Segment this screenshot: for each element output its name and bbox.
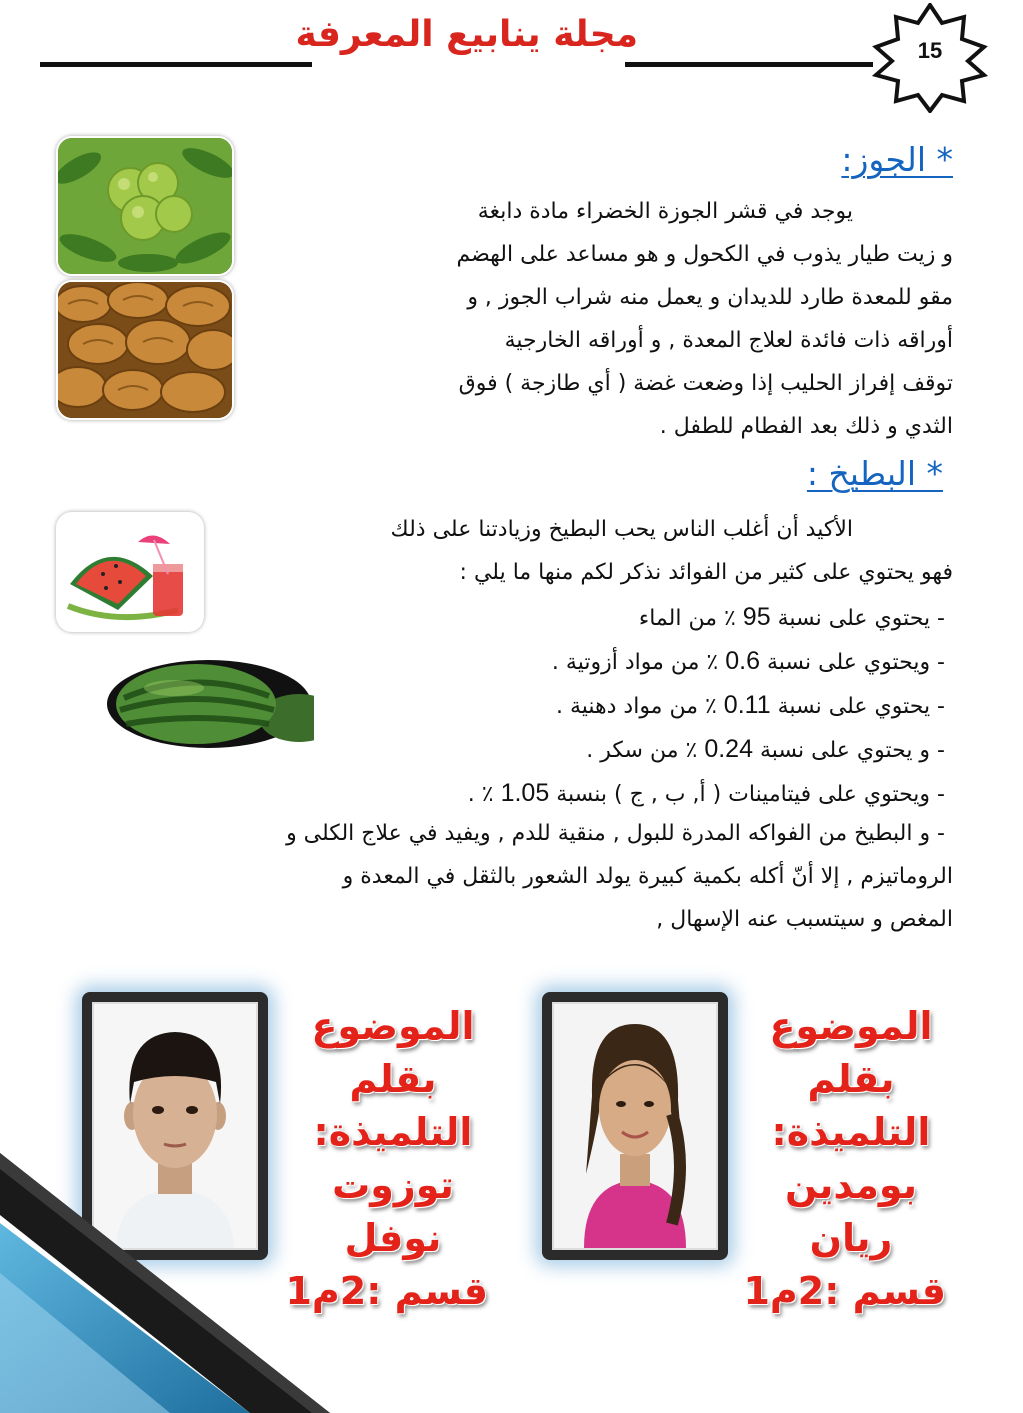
walnut-line: توقف إفراز الحليب إذا وضعت غضة ( أي طازجة ) فوق bbox=[458, 371, 953, 396]
walnut-line: أوراقه ذات فائدة لعلاج المعدة , و أوراقه الخارجية bbox=[504, 328, 953, 353]
watermelon-fact: - ويحتوي على فيتامينات ( أ, ب , ج ) بنسبة 1.05 ٪ . bbox=[467, 779, 945, 807]
watermelon-intro-line: فهو يحتوي على كثير من الفوائد نذكر لكم منها ما يلي : bbox=[459, 560, 953, 585]
walnut-line: يوجد في قشر الجوزة الخضراء مادة دابغة bbox=[477, 199, 853, 224]
green-walnuts-image bbox=[56, 136, 234, 276]
watermelon-fact: - ويحتوي على نسبة 0.6 ٪ من مواد أزوتية . bbox=[551, 647, 945, 675]
watermelon-juice-image bbox=[56, 512, 204, 632]
watermelon-closing-line: - و البطيخ من الفواكه المدرة للبول , منقية للدم , ويفيد في علاج الكلى و bbox=[286, 821, 945, 846]
whole-watermelon-image bbox=[104, 658, 314, 750]
walnut-line: الثدي و ذلك بعد الفطام للطفل . bbox=[659, 414, 953, 439]
walnut-kernels-image bbox=[56, 280, 234, 420]
walnut-heading: * الجوز: bbox=[841, 140, 953, 179]
author-credit-girl: الموضوع بقلم التلميذة: بومدين ريان قسم :2م1 bbox=[743, 1004, 946, 1313]
header-rule-left bbox=[40, 62, 312, 67]
header-rule-right bbox=[625, 62, 873, 67]
walnut-line: مقو للمعدة طارد للديدان و يعمل منه شراب الجوز , و bbox=[467, 285, 953, 310]
watermelon-facts bbox=[245, 596, 945, 816]
author-credit-boy: الموضوع بقلم التلميذة: توزوت نوفل قسم :2م1 bbox=[285, 1004, 488, 1313]
magazine-title: مجلة ينابيع المعرفة bbox=[295, 14, 638, 55]
author-photo-girl bbox=[542, 992, 728, 1260]
watermelon-closing-line: الروماتيزم , إلا أنّ أكله بكمية كبيرة يولد الشعور بالثقل في المعدة و bbox=[342, 864, 953, 889]
walnut-paragraph bbox=[253, 190, 953, 448]
watermelon-intro-line: الأكيد أن أغلب الناس يحب البطيخ وزيادتنا على ذلك bbox=[390, 517, 853, 542]
watermelon-fact: - و يحتوي على نسبة 0.24 ٪ من سكر . bbox=[586, 735, 945, 763]
watermelon-fact: - يحتوي على نسبة 95 ٪ من الماء bbox=[638, 603, 945, 631]
watermelon-heading: * البطيخ : bbox=[806, 454, 943, 493]
corner-decoration bbox=[0, 1153, 330, 1413]
watermelon-intro bbox=[253, 508, 953, 594]
walnut-line: و زيت طيار يذوب في الكحول و هو مساعد على الهضم bbox=[456, 242, 953, 267]
watermelon-closing-line: المغص و سيتسبب عنه الإسهال , bbox=[656, 907, 953, 932]
watermelon-closing bbox=[113, 812, 953, 941]
page-number: 15 bbox=[917, 38, 943, 63]
watermelon-fact: - يحتوي على نسبة 0.11 ٪ من مواد دهنية . bbox=[555, 691, 945, 719]
